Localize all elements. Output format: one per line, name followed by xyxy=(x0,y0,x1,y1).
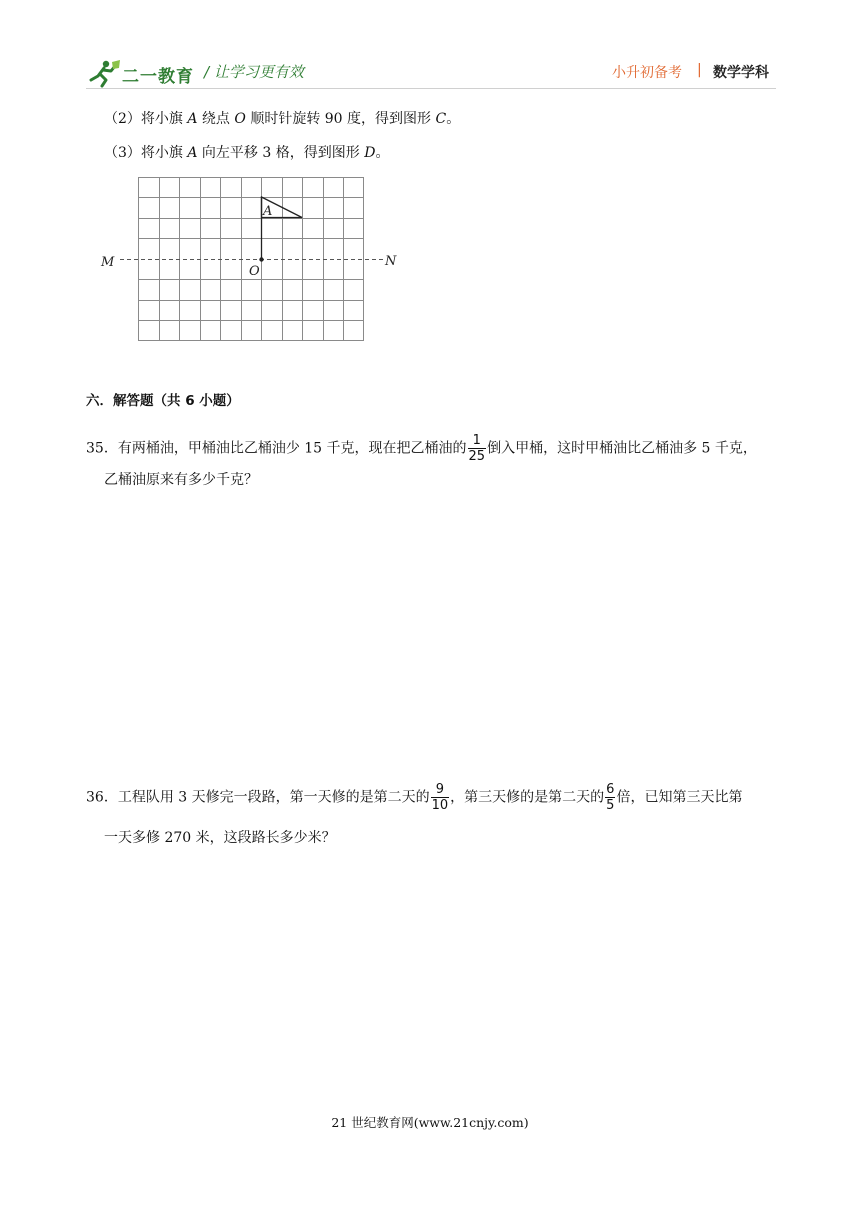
header-separator: | xyxy=(697,62,702,78)
label-a: A xyxy=(263,204,273,219)
label-n: N xyxy=(385,254,397,269)
question-35-line-1: 35．有两桶油，甲桶油比乙桶油少 15 千克，现在把乙桶油的 $\frac{1}{25}$ 倒入甲桶，这时甲桶油比乙桶油多 5 千克， xyxy=(86,433,757,464)
section-title: 六．解答题（共 6 小题） xyxy=(86,393,240,409)
fraction-9-10: $\frac{9}{10}$ xyxy=(431,782,449,813)
brand-name: 二一教育 xyxy=(122,67,194,87)
brand-logo xyxy=(86,58,208,88)
running-figure-icon xyxy=(86,58,122,88)
question-35-line-2: 乙桶油原来有多少千克？ xyxy=(104,472,258,488)
fraction-1-25: $\frac{1}{25}$ xyxy=(468,433,486,464)
question-36-line-2: 一天多修 270 米，这段路长多少米？ xyxy=(104,830,336,846)
header-divider xyxy=(86,88,776,89)
label-m: M xyxy=(101,255,115,270)
fraction-6-5: $\frac{6}{5}$ xyxy=(606,782,615,813)
page-footer: 21 世纪教育网(www.21cnjy.com) xyxy=(331,1115,529,1130)
grid-figure xyxy=(90,168,410,348)
subject-label: 数学学科 xyxy=(713,65,769,81)
point-o xyxy=(259,257,263,261)
question-36-line-1: 36．工程队用 3 天修完一段路，第一天修的是第二天的 $\frac{9}{10}$ ，第三天修的是第二天的 $\frac{6}{5}$ 倍，已知第三天比第 xyxy=(86,782,743,813)
question-item-3: （3）将小旗 A 向左平移 3 格，得到图形 D。 xyxy=(104,145,390,161)
slogan: / 让学习更有效 xyxy=(204,63,304,81)
exam-label: 小升初备考 xyxy=(612,65,682,81)
label-o: O xyxy=(249,264,260,279)
question-item-2: （2）将小旗 A 绕点 O 顺时针旋转 90 度，得到图形 C。 xyxy=(104,111,461,127)
